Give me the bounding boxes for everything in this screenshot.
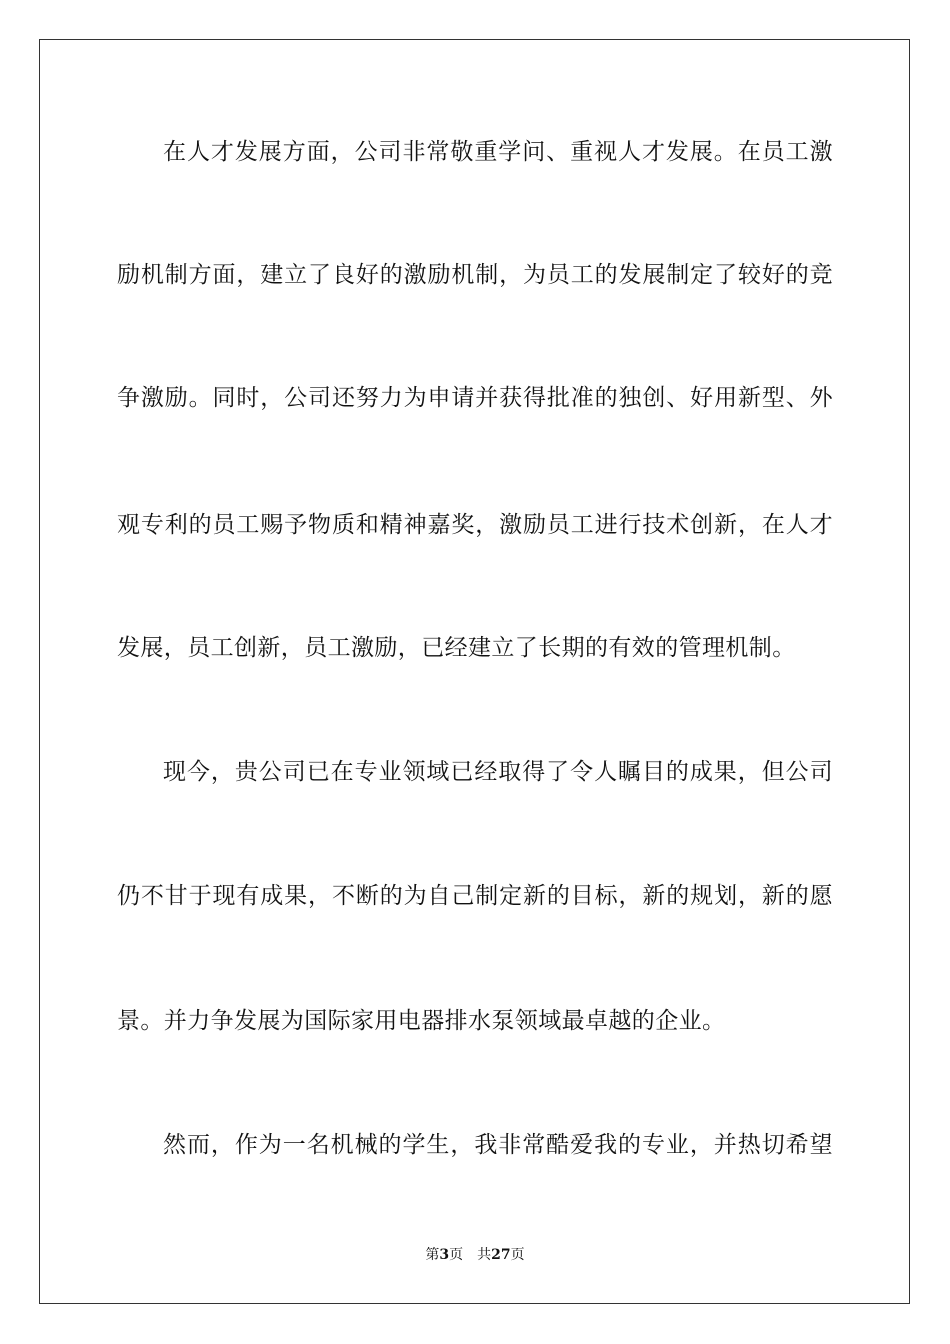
paragraph-3-line-1: 然而，作为一名机械的学生，我非常酷爱我的专业，并热切希望 (163, 1132, 833, 1158)
total-pages: 27 (491, 1247, 511, 1263)
page-footer (0, 1246, 950, 1264)
paragraph-1-line-1: 在人才发展方面，公司非常敬重学问、重视人才发展。在员工激 (163, 139, 833, 165)
page-number: 3 (439, 1247, 450, 1263)
total-prefix: 共 (477, 1247, 492, 1263)
page-suffix: 页 (449, 1247, 464, 1263)
paragraph-2-line-3: 景。并力争发展为国际家用电器排水泵领域最卓越的企业。 (117, 1008, 726, 1034)
paragraph-2-line-1: 现今，贵公司已在专业领域已经取得了令人瞩目的成果，但公司 (163, 759, 833, 785)
paragraph-2-line-2: 仍不甘于现有成果，不断的为自己制定新的目标，新的规划，新的愿 (117, 883, 833, 909)
page-prefix: 第 (425, 1247, 440, 1263)
paragraph-1-line-4: 观专利的员工赐予物质和精神嘉奖，激励员工进行技术创新，在人才 (117, 512, 833, 538)
paragraph-1-line-3: 争激励。同时，公司还努力为申请并获得批准的独创、好用新型、外 (117, 385, 833, 411)
paragraph-1-line-2: 励机制方面，建立了良好的激励机制，为员工的发展制定了较好的竞 (117, 262, 833, 288)
paragraph-1-line-5: 发展，员工创新，员工激励，已经建立了长期的有效的管理机制。 (117, 635, 796, 661)
page-border (39, 39, 910, 1304)
total-suffix: 页 (510, 1247, 525, 1263)
